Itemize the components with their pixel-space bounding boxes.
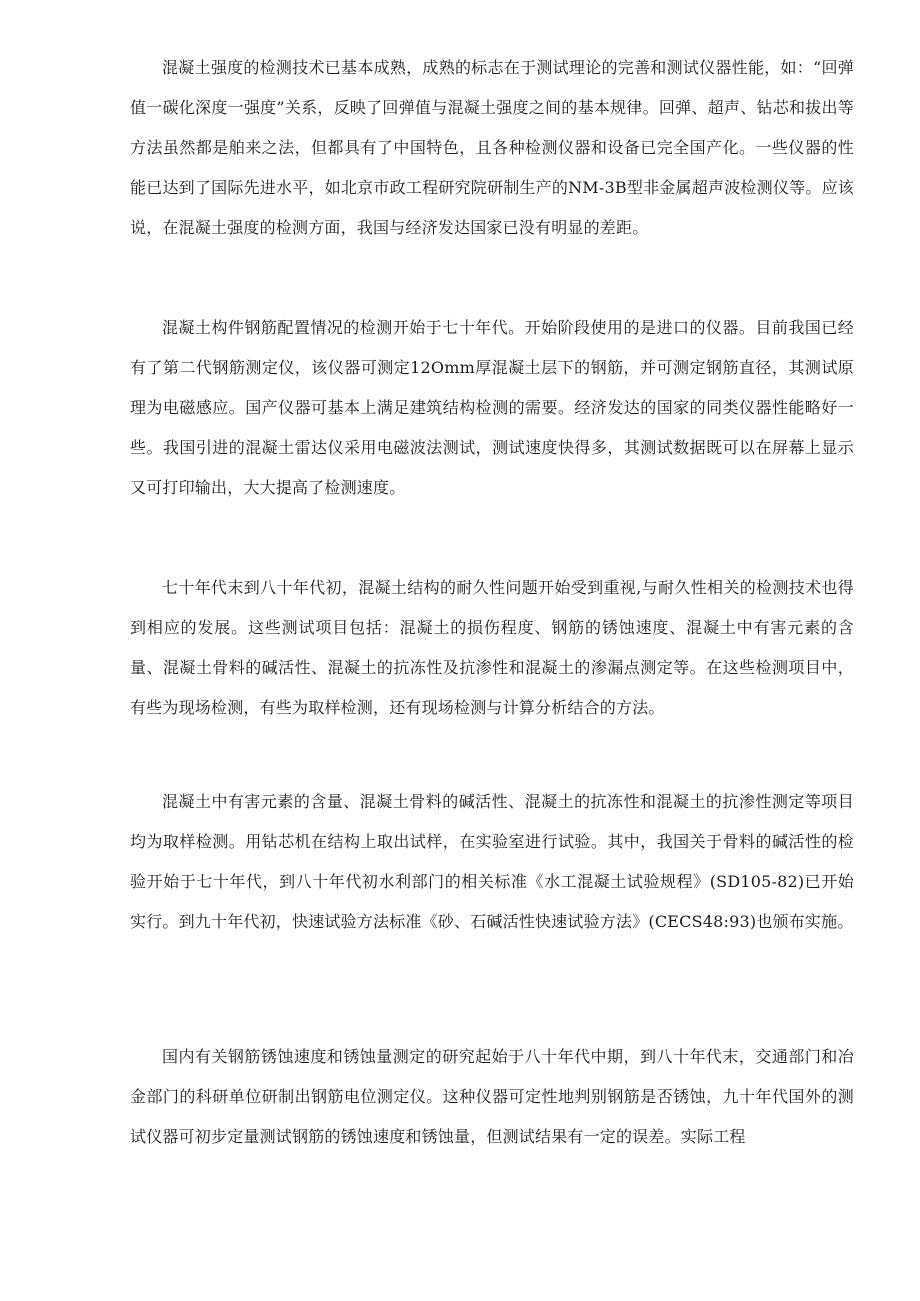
paragraph-durability: 七十年代末到八十年代初，混凝土结构的耐久性问题开始受到重视,与耐久性相关的检测技术也得到相应的发展。这些测试项目包括：混凝土的损伤程度、钢筋的锈蚀速度、混凝土中有害元素的含量、混凝土骨料的碱活性、混凝土的抗冻性及抗渗性和混凝土的渗漏点测定等。在这些检测项目中，有些为现场检测，有些为取样检测，还有现场检测与计算分析结合的方法。	[130, 578, 854, 717]
paragraph-rebar-corrosion: 国内有关钢筋锈蚀速度和锈蚀量测定的研究起始于八十年代中期，到八十年代末，交通部门和冶金部门的科研单位研制出钢筋电位测定仪。这种仪器可定性地判别钢筋是否锈蚀，九十年代国外的测试仪器可初步定量测试钢筋的锈蚀速度和锈蚀量，但测试结果有一定的误差。实际工程	[130, 1047, 854, 1146]
paragraph-concrete-strength: 混凝土强度的检测技术已基本成熟，成熟的标志在于测试理论的完善和测试仪器性能，如：“回弹值一碳化深度一强度”关系，反映了回弹值与混凝土强度之间的基本规律。回弹、超声、钻芯和拔出等方法虽然都是舶来之法，但都具有了中国特色，且各种检测仪器和设备已完全国产化。一些仪器的性能已达到了国际先进水平，如北京市政工程研究院研制生产的NM-3B型非金属超声波检测仪等。应该说，在混凝土强度的检测方面，我国与经济发达国家已没有明显的差距。	[130, 58, 854, 237]
paragraph-rebar-detection: 混凝土构件钢筋配置情况的检测开始于七十年代。开始阶段使用的是进口的仪器。目前我国已经有了第二代钢筋测定仪，该仪器可测定12Omm厚混凝土层下的钢筋，并可测定钢筋直径，其测试原理为电磁感应。国产仪器可基本上满足建筑结构检测的需要。经济发达的国家的同类仪器性能略好一些。我国引进的混凝土雷达仪采用电磁波法测试，测试速度快得多，其测试数据既可以在屏幕上显示又可打印输出，大大提高了检测速度。	[130, 318, 854, 497]
paragraph-sampling-tests: 混凝土中有害元素的含量、混凝土骨料的碱活性、混凝土的抗冻性和混凝土的抗渗性测定等项目均为取样检测。用钻芯机在结构上取出试样，在实验室进行试验。其中，我国关于骨料的碱活性的检验开始于七十年代，到八十年代初水利部门的相关标准《水工混凝土试验规程》(SD105-82)已开始实行。到九十年代初，快速试验方法标准《砂、石碱活性快速试验方法》(CECS48:93)也颁布实施。	[130, 792, 854, 931]
